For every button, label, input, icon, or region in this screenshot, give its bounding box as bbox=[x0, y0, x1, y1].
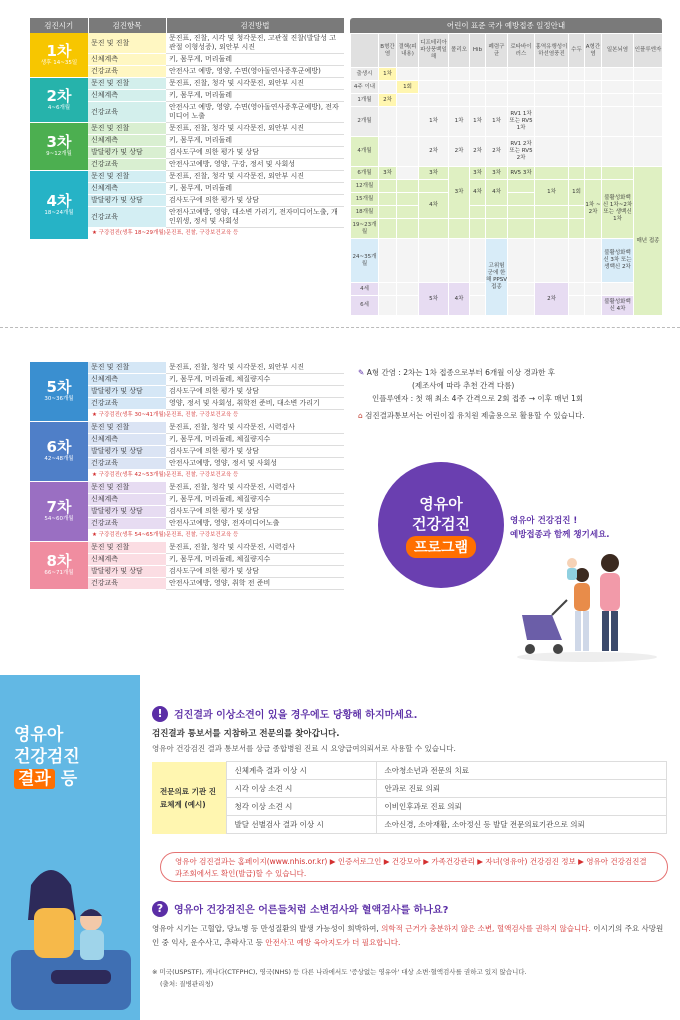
vaccine-header bbox=[351, 34, 379, 68]
vaccine-header: A형간염 bbox=[585, 34, 602, 68]
screening-method: 검사도구에 의한 평가 및 상담 bbox=[166, 386, 344, 398]
screening-method: 검사도구에 의한 평가 및 상담 bbox=[166, 147, 344, 159]
vaccine-header: 인플루엔자 bbox=[634, 34, 663, 68]
screening-item: 문진 및 진찰 bbox=[88, 33, 166, 54]
slogan-line1: 영유아 건강검진 ! bbox=[510, 516, 578, 526]
screening-item: 신체계측 bbox=[88, 374, 166, 386]
section-question bbox=[152, 898, 668, 917]
answer-red2: 안전사고 예방 육아지도가 더 필요합니다. bbox=[265, 938, 401, 947]
age-24m: 24~35개월 bbox=[351, 239, 379, 283]
vac-cell: 1차 ~ 2차 bbox=[585, 180, 602, 239]
screening-table-bottom bbox=[30, 362, 344, 590]
vaccine-title: 어린이 표준 국가 예방접종 일정안내 bbox=[350, 18, 662, 33]
panel-line1: 영유아 bbox=[14, 725, 64, 745]
screening-method: 문진표, 진찰, 청각 및 시각문진, 시력검사 bbox=[166, 482, 344, 494]
screening-method: 검사도구에 의한 평가 및 상담 bbox=[166, 566, 344, 578]
vac-cell: 불활성화백신 4차 bbox=[602, 296, 634, 316]
family-illustration bbox=[512, 545, 662, 665]
panel-highlight: 결과 bbox=[14, 769, 55, 789]
dental-note: ★ 구강검진(생후 54~65개월)문진표, 진찰, 구강보건교육 등 bbox=[88, 530, 344, 542]
age-6m: 6개월 bbox=[351, 167, 379, 180]
screening-item: 발달평가 및 상담 bbox=[88, 147, 166, 159]
phase-number: 3차 bbox=[46, 133, 72, 151]
vac-cell: 4차 bbox=[449, 283, 470, 316]
screening-item: 건강교육 bbox=[88, 66, 166, 78]
program-bubble bbox=[378, 462, 504, 588]
vac-cell: 불활성화백신 1차~2차 또는 생백신 1차 bbox=[602, 180, 634, 239]
screening-item: 문진 및 진찰 bbox=[88, 123, 166, 135]
screening-method: 안전사고예방, 영양, 취학 전 준비 bbox=[166, 578, 344, 590]
screening-method: 안전사고 예방, 영양, 수면(영아돌연사증후군예방) bbox=[166, 66, 344, 78]
phase-cell bbox=[30, 422, 88, 482]
screening-method: 키, 몸무게, 머리둘레, 체질량지수 bbox=[166, 554, 344, 566]
screening-item: 문진 및 진찰 bbox=[88, 78, 166, 90]
alert-heading: 검진결과 이상소견이 있을 경우에도 당황해 하지마세요. bbox=[174, 710, 418, 721]
screening-row bbox=[30, 123, 344, 135]
referral-table bbox=[152, 761, 667, 834]
screening-method: 검사도구에 의한 평가 및 상담 bbox=[166, 195, 344, 207]
vaccine-header: 폴리오 bbox=[449, 34, 470, 68]
vac-cell: 3차 bbox=[449, 167, 470, 219]
screening-item: 발달평가 및 상담 bbox=[88, 195, 166, 207]
panel-line3: 등 bbox=[54, 769, 78, 789]
slogan bbox=[510, 514, 609, 542]
age-6y: 6세 bbox=[351, 296, 379, 316]
screening-method: 문진표, 진찰, 청각 및 시각문진, 외안부 시진 bbox=[166, 123, 344, 135]
screening-method: 안전사고예방, 영양, 정서 및 사회성 bbox=[166, 458, 344, 470]
vac-cell: 불활성화백신 3차 또는 생백신 2차 bbox=[602, 239, 634, 283]
screening-row bbox=[30, 422, 344, 434]
vac-cell: 2차 bbox=[470, 137, 486, 167]
phase-cell bbox=[30, 171, 88, 240]
vac-cell: 1차 bbox=[419, 107, 449, 137]
screening-method: 안전사고예방, 영양, 구강, 정서 및 사회성 bbox=[166, 159, 344, 171]
vac-cell: 2차 bbox=[379, 94, 397, 107]
dental-note: ★ 구강검진(생후 30~41개월)문진표, 진찰, 구강보건교육 등 bbox=[88, 410, 344, 422]
screening-table-top bbox=[30, 18, 345, 240]
screening-item: 신체계측 bbox=[88, 554, 166, 566]
bubble-line1: 영유아 bbox=[419, 495, 463, 513]
vaccine-schedule-table bbox=[350, 33, 663, 316]
referral-action: 소아신경, 소아재활, 소아정신 등 발달 전문의료기관으로 의뢰 bbox=[376, 816, 666, 834]
screening-item: 건강교육 bbox=[88, 398, 166, 410]
screening-method: 문진표, 진찰, 청각 및 시각문진, 외안부 시진 bbox=[166, 171, 344, 183]
vac-cell: 매년 접종 bbox=[634, 167, 663, 316]
note-hepa: A형 간염 : 2차는 1차 접종으로부터 6개월 이상 경과한 후 bbox=[366, 368, 556, 377]
screening-item: 건강교육 bbox=[88, 458, 166, 470]
answer-part2: 이시기의 주요 사망원인 중 익사, 운수사고, 추락사고 등 bbox=[152, 924, 664, 947]
referral-action: 소아청소년과 전문의 치료 bbox=[376, 762, 666, 780]
pencil-icon: ✎ bbox=[358, 368, 365, 377]
screening-item: 신체계측 bbox=[88, 494, 166, 506]
screening-item: 건강교육 bbox=[88, 518, 166, 530]
screening-method: 문진표, 진찰, 청각 및 시각문진, 시력검사 bbox=[166, 422, 344, 434]
referral-action: 이비인후과로 진료 의뢰 bbox=[376, 798, 666, 816]
vac-cell: 1차 bbox=[379, 68, 397, 81]
screening-item: 발달평가 및 상담 bbox=[88, 446, 166, 458]
phase-cell bbox=[30, 123, 88, 171]
phase-age: 54~60개월 bbox=[44, 516, 74, 522]
phase-cell bbox=[30, 78, 88, 123]
vaccine-header: Hib bbox=[470, 34, 486, 68]
screening-method: 문진표, 진찰, 청각 및 시각문진, 외안부 시진 bbox=[166, 78, 344, 90]
screening-item: 신체계측 bbox=[88, 90, 166, 102]
screening-item: 문진 및 진찰 bbox=[88, 542, 166, 554]
screening-row bbox=[30, 362, 344, 374]
phase-cell bbox=[30, 482, 88, 542]
vac-cell: RV1 2차 또는 RV5 2차 bbox=[508, 137, 535, 167]
bubble-line2: 건강검진 bbox=[412, 515, 470, 533]
vaccine-header: 일본뇌염 bbox=[602, 34, 634, 68]
phase-age: 9~12개월 bbox=[46, 151, 72, 157]
vac-cell: 고위험군에 한해 PPSV 접종 bbox=[486, 239, 508, 316]
phase-number: 4차 bbox=[46, 191, 72, 210]
screening-item: 발달평가 및 상담 bbox=[88, 506, 166, 518]
dental-note: ★ 구강검진(생후 42~53개월)문진표, 진찰, 구강보건교육 등 bbox=[88, 470, 344, 482]
screening-item: 문진 및 진찰 bbox=[88, 171, 166, 183]
screening-item: 신체계측 bbox=[88, 434, 166, 446]
screening-method: 문진표, 진찰, 청각 및 시각문진, 외안부 시진 bbox=[166, 362, 344, 374]
referral-cond: 시각 이상 소견 시 bbox=[226, 780, 376, 798]
phase-number: 8차 bbox=[46, 552, 72, 570]
vac-cell: 1차 bbox=[470, 107, 486, 137]
vac-cell: 1차 bbox=[449, 107, 470, 137]
slogan-line2: 예방접종과 함께 챙기세요. bbox=[510, 530, 610, 540]
screening-row bbox=[30, 33, 344, 54]
phase-cell bbox=[30, 362, 88, 422]
vac-cell: 2차 bbox=[486, 137, 508, 167]
header-method: 검진방법 bbox=[166, 18, 344, 33]
vac-cell: 1회 bbox=[569, 180, 585, 206]
vac-cell: 2차 bbox=[449, 137, 470, 167]
phase-number: 6차 bbox=[46, 438, 72, 456]
age-4m: 4개월 bbox=[351, 137, 379, 167]
phase-age: 생후 14~35일 bbox=[40, 59, 78, 66]
screening-method: 안전사고예방, 영양, 전자미디어노출 bbox=[166, 518, 344, 530]
notes bbox=[358, 366, 668, 422]
screening-item: 건강교육 bbox=[88, 207, 166, 228]
age-1m: 1개월 bbox=[351, 94, 379, 107]
vac-cell: 1차 bbox=[486, 107, 508, 137]
vac-cell: 3차 bbox=[486, 167, 508, 180]
vaccine-header: 홍역유행성이하선염풍진 bbox=[535, 34, 569, 68]
section-divider bbox=[0, 327, 680, 328]
vac-cell: 2차 bbox=[535, 283, 569, 316]
vaccine-header: 디프테리아파상풍백일해 bbox=[419, 34, 449, 68]
phase-age: 4~6개월 bbox=[47, 104, 71, 111]
note-result: 검진결과통보서는 어린이집 유치원 제출용으로 활용할 수 있습니다. bbox=[365, 411, 585, 420]
phase-age: 30~36개월 bbox=[44, 396, 74, 402]
vac-cell: 5차 bbox=[419, 283, 449, 316]
screening-method: 검사도구에 의한 평가 및 상담 bbox=[166, 506, 344, 518]
phase-number: 1차 bbox=[46, 41, 72, 60]
header-period: 검진시기 bbox=[30, 18, 88, 33]
vac-cell: 3차 bbox=[470, 167, 486, 180]
house-icon: ⌂ bbox=[358, 411, 363, 420]
footnote bbox=[152, 966, 668, 990]
screening-method: 키, 몸무게, 머리둘레 bbox=[166, 183, 344, 195]
bubble-line3: 프로그램 bbox=[406, 536, 476, 558]
phase-number: 7차 bbox=[46, 498, 72, 516]
vac-cell: RV1 1차 또는 RV5 1차 bbox=[508, 107, 535, 137]
dental-note: ★ 구강검진(생후 18~29개월)문진표, 진찰, 구강보건교육 등 bbox=[88, 228, 344, 240]
phase-number: 5차 bbox=[46, 378, 72, 396]
screening-method: 키, 몸무게, 머리둘레, 체질량지수 bbox=[166, 494, 344, 506]
screening-method: 영양, 정서 및 사회성, 취학전 준비, 대소변 가리기 bbox=[166, 398, 344, 410]
vac-cell: 1차 bbox=[535, 180, 569, 206]
referral-action: 안과로 진료 의뢰 bbox=[376, 780, 666, 798]
panel-line2: 건강검진 bbox=[14, 747, 80, 767]
phase-cell bbox=[30, 33, 88, 78]
screening-method: 키, 몸무게, 머리둘레, 체질량지수 bbox=[166, 374, 344, 386]
note-flu: 인플루엔자 : 첫 해 최소 4주 간격으로 2회 접종 → 이후 매년 1회 bbox=[372, 394, 584, 403]
vaccine-header: B형간염 bbox=[379, 34, 397, 68]
phase-number: 2차 bbox=[46, 86, 72, 105]
answer-part1: 영유아 시기는 고혈압, 당뇨병 등 만성질환의 발생 가능성이 희박하여, bbox=[152, 924, 382, 933]
age-12m: 12개월 bbox=[351, 180, 379, 193]
referral-cond: 신체계측 결과 이상 시 bbox=[226, 762, 376, 780]
answer-text bbox=[152, 922, 668, 950]
question-icon: ? bbox=[152, 901, 168, 917]
screening-method: 안전사고 예방, 영양, 수면(영아돌연사증후군예방), 전자미디어 노출 bbox=[166, 102, 344, 123]
header-item: 검진항목 bbox=[88, 18, 166, 33]
note-hepa-2: (제조사에 따라 추천 간격 다름) bbox=[412, 381, 515, 390]
sub-heading: 검진결과 통보서를 지참하고 전문의를 찾아갑니다. bbox=[152, 729, 340, 739]
vac-cell: 2차 bbox=[419, 137, 449, 167]
sub-text: 영유아 건강검진 결과 통보서를 상급 종합병원 진료 시 요양급여의뢰서로 사용할 수 있습니다. bbox=[152, 744, 456, 753]
screening-item: 발달평가 및 상담 bbox=[88, 386, 166, 398]
footnote-source: (출처: 질병관리청) bbox=[160, 980, 214, 988]
phase-cell bbox=[30, 542, 88, 590]
vac-cell: RV5 3차 bbox=[508, 167, 535, 180]
question-heading: 영유아 건강검진은 어른들처럼 소변검사와 혈액검사를 하나요? bbox=[174, 905, 449, 916]
screening-item: 건강교육 bbox=[88, 102, 166, 123]
screening-item: 문진 및 진찰 bbox=[88, 482, 166, 494]
screening-method: 키, 몸무게, 머리둘레, 체질량지수 bbox=[166, 434, 344, 446]
screening-item: 신체계측 bbox=[88, 183, 166, 195]
website-notice: 영유아 검진결과는 홈페이지(www.nhis.or.kr) ▶ 인증서로그인 ▶ 건강모아 ▶ 가족건강관리 ▶ 자녀(영유아) 건강검진 정보 ▶ 영유아 건강검진결과조회에서도 확인(발급)할 수 있습니다. bbox=[160, 852, 668, 882]
screening-method: 키, 몸무게, 머리둘레 bbox=[166, 90, 344, 102]
screening-row bbox=[30, 482, 344, 494]
vac-cell: 4차 bbox=[470, 180, 486, 206]
screening-method: 키, 몸무게, 머리둘레 bbox=[166, 135, 344, 147]
age-18m: 18개월 bbox=[351, 206, 379, 219]
mother-child-illustration bbox=[6, 850, 136, 1020]
vac-cell: 4차 bbox=[486, 180, 508, 206]
referral-cond: 청각 이상 소견 시 bbox=[226, 798, 376, 816]
screening-item: 신체계측 bbox=[88, 54, 166, 66]
screening-item: 건강교육 bbox=[88, 578, 166, 590]
screening-item: 신체계측 bbox=[88, 135, 166, 147]
age-4w: 4주 이내 bbox=[351, 81, 379, 94]
vaccine-header: 결핵(피내용) bbox=[397, 34, 419, 68]
answer-red1: 의학적 근거가 충분하지 않은 소변, 혈액검사를 권하지 않습니다. bbox=[381, 924, 591, 933]
screening-item: 건강교육 bbox=[88, 159, 166, 171]
screening-item: 발달평가 및 상담 bbox=[88, 566, 166, 578]
age-4y: 4세 bbox=[351, 283, 379, 296]
vaccine-header: 수두 bbox=[569, 34, 585, 68]
screening-row bbox=[30, 542, 344, 554]
screening-row bbox=[30, 78, 344, 90]
vac-cell: 4차 bbox=[419, 193, 449, 219]
footnote-line1: ※ 미국(USPSTF), 캐나다(CTFPHC), 영국(NHS) 등 다른 나라에서도 '증상없는 영유아' 대상 소변·혈액검사를 권하고 있지 않습니다. bbox=[152, 968, 527, 976]
vac-cell: 3차 bbox=[419, 167, 449, 180]
panel-title bbox=[14, 724, 80, 790]
vaccine-header: 폐렴구균 bbox=[486, 34, 508, 68]
age-birth: 출생시 bbox=[351, 68, 379, 81]
screening-method: 검사도구에 의한 평가 및 상담 bbox=[166, 446, 344, 458]
age-19m: 19~23개월 bbox=[351, 219, 379, 239]
screening-method: 문진표, 진찰, 시각 및 청각문진, 고관절 진찰(발달성 고관절 이형성증), 외안부 시진 bbox=[166, 33, 344, 54]
screening-method: 키, 몸무게, 머리둘레 bbox=[166, 54, 344, 66]
screening-method: 안전사고예방, 영양, 대소변 가리기, 전자미디어노출, 개인위생, 정서 및 사회성 bbox=[166, 207, 344, 228]
referral-label: 전문의료 기관 진료체계 (예시) bbox=[152, 762, 226, 834]
vaccine-header: 로타바이러스 bbox=[508, 34, 535, 68]
vac-cell: 3차 bbox=[379, 167, 397, 180]
phase-age: 66~71개월 bbox=[44, 570, 74, 576]
screening-item: 문진 및 진찰 bbox=[88, 362, 166, 374]
section-alert bbox=[152, 703, 668, 722]
screening-item: 문진 및 진찰 bbox=[88, 422, 166, 434]
age-2m: 2개월 bbox=[351, 107, 379, 137]
phase-age: 18~24개월 bbox=[44, 209, 74, 216]
screening-row bbox=[30, 171, 344, 183]
alert-icon: ! bbox=[152, 706, 168, 722]
screening-method: 문진표, 진찰, 청각 및 시각문진, 시력검사 bbox=[166, 542, 344, 554]
referral-cond: 발달 선별검사 결과 이상 시 bbox=[226, 816, 376, 834]
vac-cell: 1회 bbox=[397, 81, 419, 94]
phase-age: 42~48개월 bbox=[44, 456, 74, 462]
age-15m: 15개월 bbox=[351, 193, 379, 206]
